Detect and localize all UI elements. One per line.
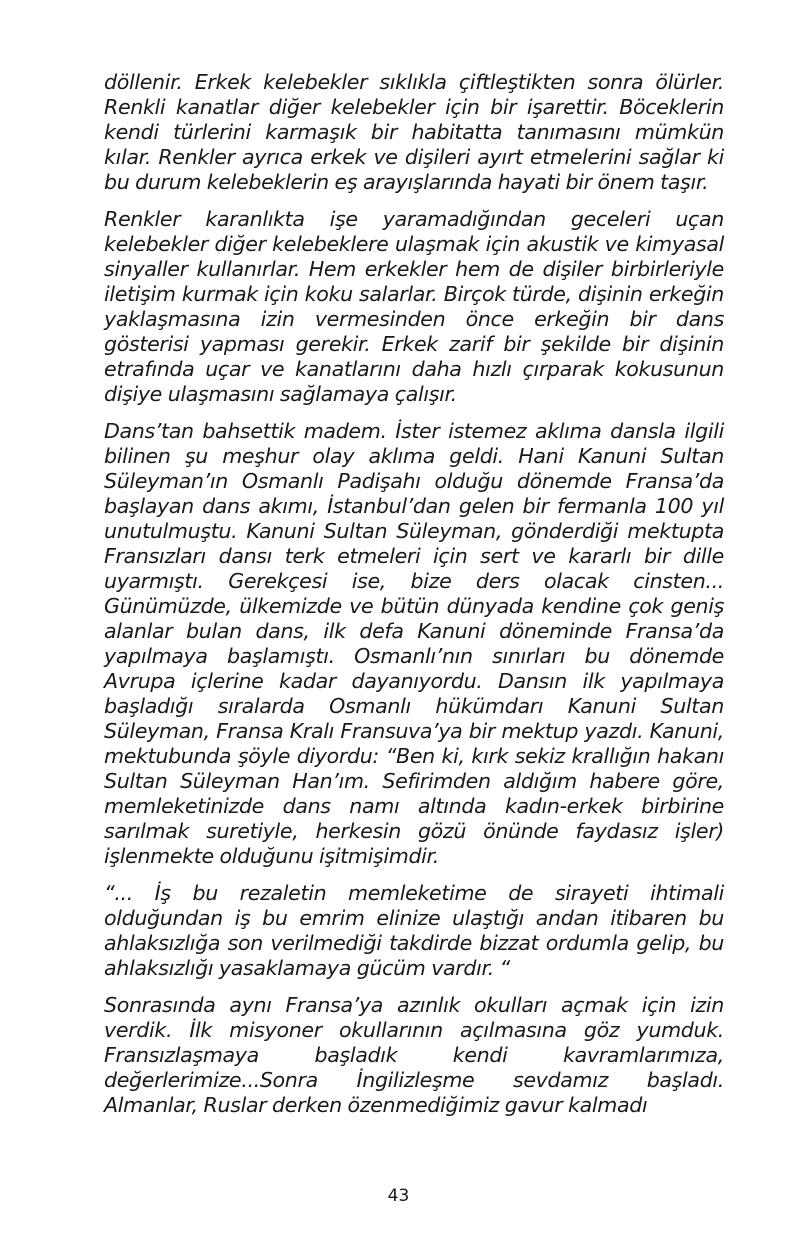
page-body [104,70,724,1130]
paragraph-2: Renkler karanlıkta işe yaramadığından geceleri uçan kelebekler diğer kelebeklere ulaşmak için akustik ve kimyasal sinyaller kullanırlar. Hem erkekler hem de dişiler birbirleriyle iletişim kurmak için koku salarlar. Birçok türde, dişinin erkeğin yaklaşmasına izin vermesinden önce erkeğin bir dans gösterisi yapması gerekir. Erkek zarif bir şekilde bir dişinin etrafında uçar ve kanatlarını daha hızlı çırparak kokusunun dişiye ulaşmasını sağlamaya çalışır. [104,207,724,406]
paragraph-3: Dans’tan bahsettik madem. İster istemez aklıma dansla ilgili bilinen şu meşhur olay aklıma geldi. Hani Kanuni Sultan Süleyman’ın Osmanlı Padişahı olduğu dönemde Fransa’da başlayan dans akımı, İstanbul’dan gelen bir fermanla 100 yıl unutulmuştu. Kanuni Sultan Süleyman, gönderdiği mektupta Fransızları dansı terk etmeleri için sert ve kararlı bir dille uyarmıştı. Gerekçesi ise, bize ders olacak cinsten... Günümüzde, ülkemizde ve bütün dünyada kendine çok geniş alanlar bulan dans, ilk defa Kanuni döneminde Fransa’da yapılmaya başlamıştı. Osmanlı’nın sınırları bu dönemde Avrupa içlerine kadar dayanıyordu. Dansın ilk yapılmaya başladığı sıralarda Osmanlı hükümdarı Kanuni Sultan Süleyman, Fransa Kralı Fransuva’ya bir mektup yazdı. Kanuni, mektubunda şöyle diyordu: “Ben ki, kırk sekiz krallığın hakanı Sultan Süleyman Han’ım. Sefirimden aldığım habere göre, memleketinizde dans namı altında kadın-erkek birbirine sarılmak suretiyle, herkesin gözü önünde faydasız işler) işlenmekte olduğunu işitmişimdir. [104,419,724,868]
paragraph-5: Sonrasında aynı Fransa’ya azınlık okulları açmak için izin verdik. İlk misyoner okullarının açılmasına göz yumduk. Fransızlaşmaya başladık kendi kavramlarımıza, değerlerimize...Sonra İngilizleşme sevdamız başladı. Almanlar, Ruslar derken özenmediğimiz gavur kalmadı [104,993,724,1117]
paragraph-4: “... İş bu rezaletin memleketime de sirayeti ihtimali olduğundan iş bu emrim elinize ulaştığı andan itibaren bu ahlaksızlığa son verilmediği takdirde bizzat ordumla gelip, bu ahlaksızlığı yasaklamaya gücüm vardır. “ [104,881,724,980]
page-number: 43 [387,1186,410,1206]
paragraph-1: döllenir. Erkek kelebekler sıklıkla çiftleştikten sonra ölürler. Renkli kanatlar diğer kelebekler için bir işarettir. Böceklerin kendi türlerini karmaşık bir habitatta tanımasını mümkün kılar. Renkler ayrıca erkek ve dişileri ayırt etmelerini sağlar ki bu durum kelebeklerin eş arayışlarında hayati bir önem taşır. [104,70,724,194]
